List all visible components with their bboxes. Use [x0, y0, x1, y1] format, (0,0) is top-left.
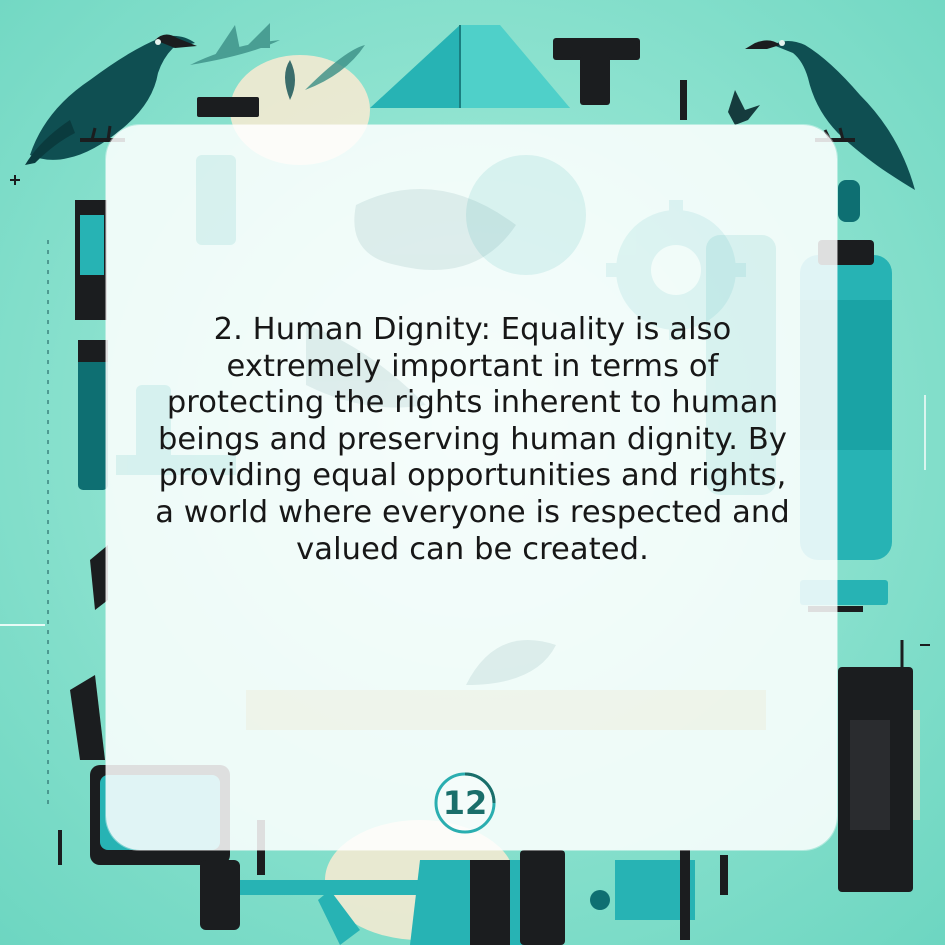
body-text: 2. Human Dignity: Equality is also extremely important in terms of protecting the rights inherent to human beings and preserving human dignity. By providing equal opportunities and rights, a world where everyone is respected and valued can be created.: [155, 312, 790, 567]
tent-icon: [370, 25, 570, 108]
page-number: 12: [442, 784, 488, 822]
bar-icon: [197, 97, 259, 117]
t-block-icon: [553, 38, 640, 105]
star-icon: [728, 90, 760, 125]
